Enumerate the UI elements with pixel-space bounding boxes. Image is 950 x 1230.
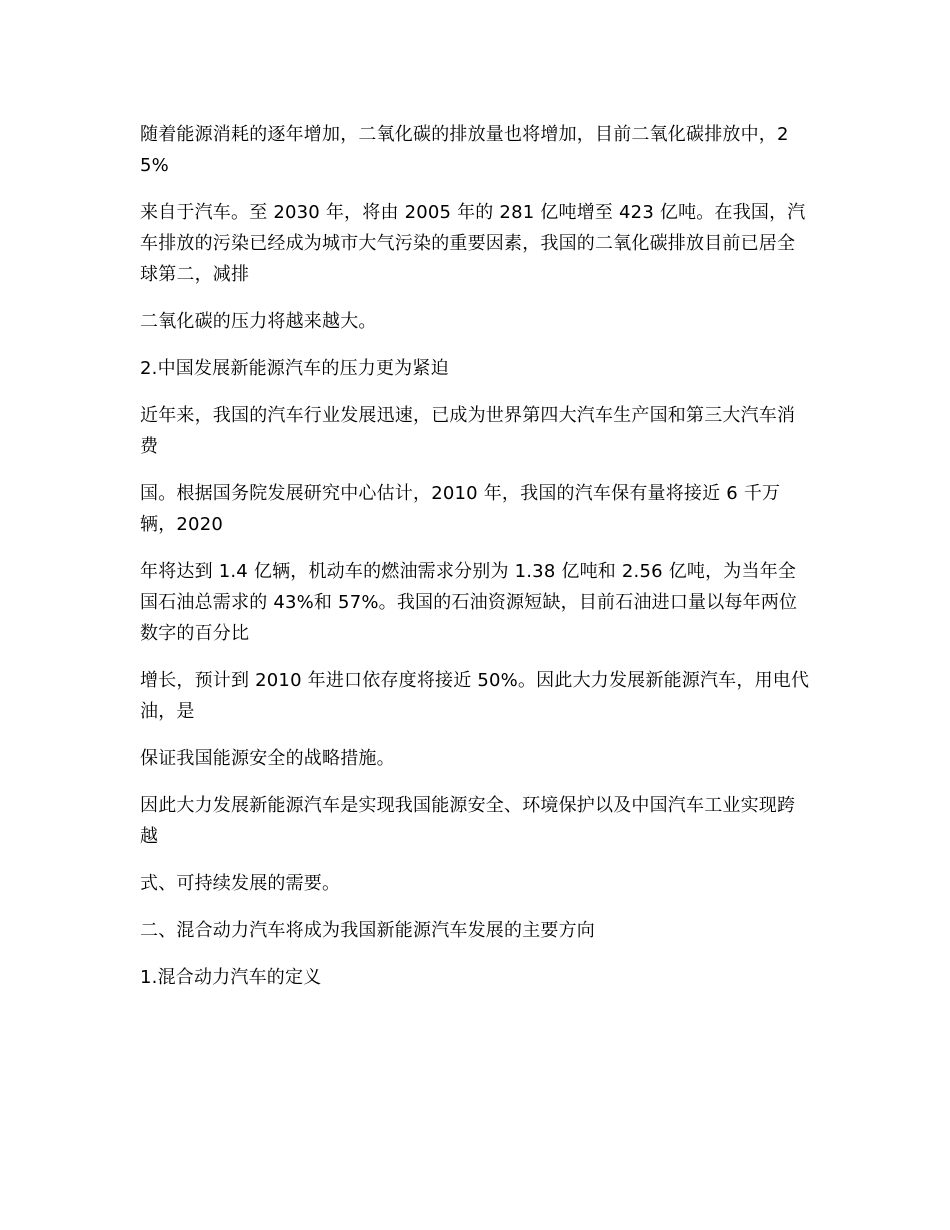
chapter-heading-2: 二、混合动力汽车将成为我国新能源汽车发展的主要方向 <box>140 920 595 941</box>
paragraph-8: 增长，预计到 2010 年进口依存度将接近 50%。因此大力发展新能源汽车，用电代油，是 <box>140 670 810 722</box>
section-heading-1: 1.混合动力汽车的定义 <box>140 967 322 988</box>
section-heading-2: 2.中国发展新能源汽车的压力更为紧迫 <box>140 358 449 379</box>
paragraph-9: 保证我国能源安全的战略措施。 <box>140 748 395 769</box>
paragraph-10: 因此大力发展新能源汽车是实现我国能源安全、环境保护以及中国汽车工业实现跨越 <box>140 795 796 847</box>
paragraph-1: 随着能源消耗的逐年增加，二氧化碳的排放量也将增加，目前二氧化碳排放中，25% <box>140 124 789 176</box>
paragraph-11: 式、可持续发展的需要。 <box>140 873 341 894</box>
paragraph-5: 近年来，我国的汽车行业发展迅速，已成为世界第四大汽车生产国和第三大汽车消费 <box>140 405 796 457</box>
paragraph-3: 二氧化碳的压力将越来越大。 <box>140 311 377 332</box>
document-body <box>140 119 812 1009</box>
paragraph-6: 国。根据国务院发展研究中心估计，2010 年，我国的汽车保有量将接近 6 千万辆，2020 <box>140 483 781 535</box>
paragraph-2: 来自于汽车。至 2030 年，将由 2005 年的 281 亿吨增至 423 亿吨。在我国，汽车排放的污染已经成为城市大气污染的重要因素，我国的二氧化碳排放目前已居全球第二，减排 <box>140 202 806 285</box>
paragraph-7: 年将达到 1.4 亿辆，机动车的燃油需求分别为 1.38 亿吨和 2.56 亿吨，为当年全国石油总需求的 43%和 57%。我国的石油资源短缺，目前石油进口量以每年两位数字的百分比 <box>140 561 798 644</box>
